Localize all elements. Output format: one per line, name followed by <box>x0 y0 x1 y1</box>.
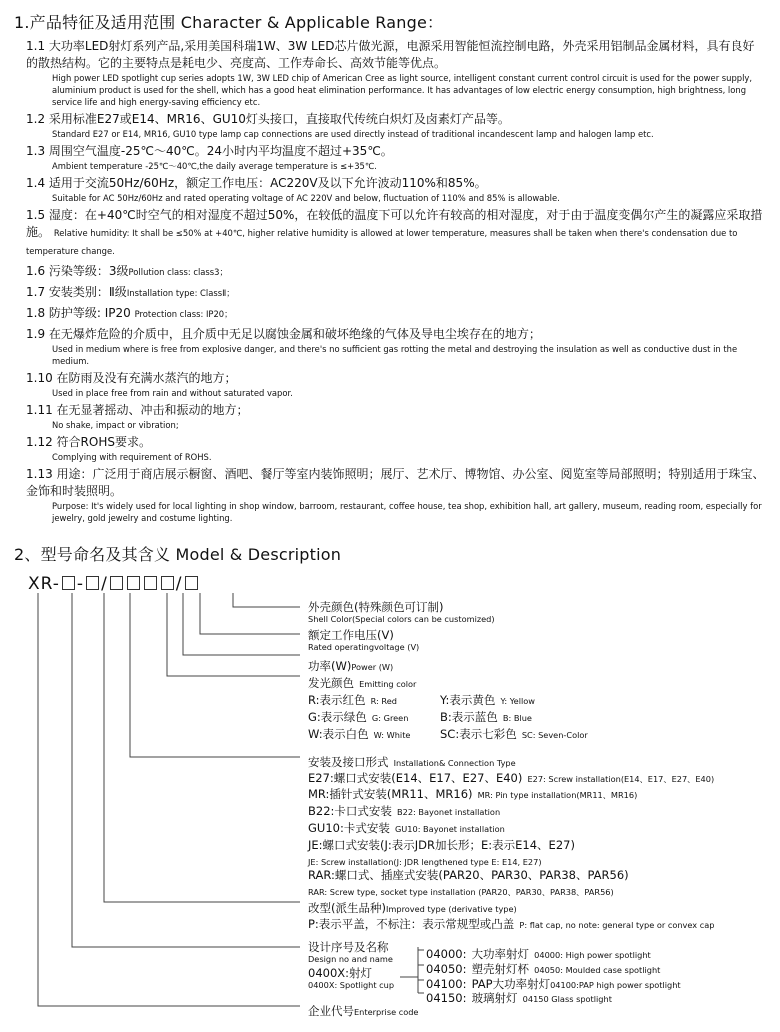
item-1-13-cn: 1.13 用途：广泛用于商店展示橱窗、酒吧、餐厅等室内装饰照明；展厅、艺术厅、博物馆、办公室、阅览室等局部照明；特别适用于珠宝、金饰和时装照明。 <box>26 467 765 498</box>
design-no-label: 设计序号及名称 Design no and name <box>308 940 393 964</box>
item-1-7-en: Installation type: ClassⅡ； <box>126 288 235 298</box>
item-1-10-cn: 1.10 在防雨及没有充满水蒸汽的地方； <box>26 371 237 385</box>
item-1-8-cn: 1.8 防护等级: IP20 <box>26 306 131 320</box>
install-je-en: JE: Screw installation(J: JDR lengthened type E: E14, E27) <box>308 857 542 867</box>
color-blue: B:表示蓝色 B: Blue <box>440 710 532 724</box>
item-1-5-en: Relative humidity: It shall be ≤50% at +40℃, higher relative humidity is allowed at lower temperature, measures shall be taken when there's condensation due to temperature change. <box>26 228 738 256</box>
item-1-3-cn: 1.3 周围空气温度-25℃～40℃。24小时内平均温度不超过+35℃。 <box>26 144 393 158</box>
item-1-6-en: Pollution class: class3； <box>128 267 228 277</box>
install-mr: MR:插针式安装(MR11、MR16) MR: Pin type installation(MR11、MR16) <box>308 787 638 801</box>
item-1-13-en: Purpose: It's widely used for local lighting in shop window, barroom, restaurant, coffee house, tea shop, exhibition hall, art gallery, museum, reading room, especially for jewelry, gold jewelry and costume lighting. <box>52 501 762 523</box>
section1-heading: 1.产品特征及适用范围 Character & Applicable Range： <box>14 13 444 32</box>
item-1-2-cn: 1.2 采用标准E27或E14、MR16、GU10灯头接口，直接取代传统白炽灯及卤素灯产品等。 <box>26 112 510 126</box>
item-1-10-en: Used in place free from rain and without saturated vapor. <box>52 388 293 398</box>
improved-type-label: 改型(派生品种)Improved type (derivative type) <box>308 901 517 915</box>
improved-type-desc: P:表示平盖，不标注：表示常规型或凸盖 P: flat cap, no note: general type or convex cap <box>308 917 715 931</box>
installation-label: 安装及接口形式 Installation& Connection Type <box>308 755 516 769</box>
install-e27: E27:螺口式安装(E14、E17、E27、E40) E27: Screw installation(E14、E17、E27、E40) <box>308 771 715 785</box>
item-1-4-en: Suitable for AC 50Hz/60Hz and rated operating voltage of AC 220V and below, fluctuation of 110% and 85% is allowable. <box>52 193 560 203</box>
model-code-prefix: XR <box>28 574 53 594</box>
emitting-color-label: 发光颜色 Emitting color <box>308 676 417 690</box>
item-1-7-cn: 1.7 安装类别：Ⅱ级 <box>26 285 127 299</box>
install-b22: B22:卡口式安装 B22: Bayonet installation <box>308 804 501 818</box>
color-yellow: Y:表示黄色 Y: Yellow <box>440 693 535 707</box>
item-1-8-en: Protection class: IP20； <box>134 309 233 319</box>
design-item: 04100: PAP大功率射灯04100:PAP high power spotlight <box>426 977 681 991</box>
design-item: 04050: 塑壳射灯杯 04050: Moulded case spotlight <box>426 962 661 976</box>
item-1-11-cn: 1.11 在无显著摇动、冲击和振动的地方； <box>26 403 249 417</box>
power-label: 功率(W)Power (W) <box>308 659 394 673</box>
install-rar-en: RAR: Screw type, socket type installation (PAR20、PAR30、PAR38、PAR56) <box>308 887 614 897</box>
model-code: XR- - / / <box>28 574 200 594</box>
voltage-label: 额定工作电压(V) Rated operatingvoltage (V) <box>308 628 420 652</box>
section2-heading: 2、型号命名及其含义 Model & Description <box>14 545 342 564</box>
color-white: W:表示白色 W: White <box>308 727 411 741</box>
color-seven: SC:表示七彩色 SC: Seven-Color <box>440 727 588 741</box>
item-1-9-cn: 1.9 在无爆炸危险的介质中，且介质中无足以腐蚀金属和破坏绝缘的气体及导电尘埃存在的地方； <box>26 327 541 341</box>
item-1-12-cn: 1.12 符合ROHS要求。 <box>26 435 151 449</box>
install-rar-cn: RAR:螺口式、插座式安装(PAR20、PAR30、PAR38、PAR56) <box>308 868 629 882</box>
enterprise-code-label: 企业代号Enterprise code <box>308 1004 419 1018</box>
item-1-4-cn: 1.4 适用于交流50Hz/60Hz，额定工作电压：AC220V及以下允许波动110%和85%。 <box>26 176 487 190</box>
color-red: R:表示红色 R: Red <box>308 693 397 707</box>
install-gu10: GU10:卡式安装 GU10: Bayonet installation <box>308 821 505 835</box>
item-1-1-en: High power LED spotlight cup series adopts 1W, 3W LED chip of American Cree as light source, intelligent constant current control circuit is used for the power supply, aluminium product is used for the shell, which has a good heat elimination performance. It has advantages of low electric energy consumption, high brightness, long service life and high energy-saving efficiency etc. <box>52 73 753 107</box>
design-item: 04000: 大功率射灯 04000: High power spotlight <box>426 947 651 961</box>
item-1-9-en: Used in medium where is free from explosive danger, and there's no sufficient gas rotting the metal and destroying the insulation as well as conductive dust in the medium. <box>52 344 738 366</box>
item-1-2-en: Standard E27 or E14, MR16, GU10 type lamp cap connections are used directly instead of traditional incandescent lamp and halogen lamp etc. <box>52 129 654 139</box>
item-1-3-en: Ambient temperature -25℃～40℃,the daily average temperature is ≤+35℃. <box>52 161 377 171</box>
item-1-1-cn: 1.1 大功率LED射灯系列产品,采用美国科瑞1W、3W LED芯片做光源，电源采用智能恒流控制电路，外壳采用铝制品金属材料，具有良好的散热结构。它的主要特点是耗电少、亮度高、工作寿命长、高效节能等优点。 <box>26 39 755 70</box>
spotlight-label: 0400X:射灯 0400X: Spotlight cup <box>308 966 395 990</box>
item-1-6-cn: 1.6 污染等级：3级 <box>26 264 129 278</box>
color-green: G:表示绿色 G: Green <box>308 710 409 724</box>
item-1-11-en: No shake, impact or vibration; <box>52 420 179 430</box>
item-1-12-en: Complying with requirement of ROHS. <box>52 452 212 462</box>
shell-color-label: 外壳颜色(特殊颜色可订制) Shell Color(Special colors can be customized) <box>308 600 495 624</box>
design-item: 04150: 玻璃射灯 04150 Glass spotlight <box>426 991 612 1005</box>
item-1-5-cn: 1.5 湿度：在+40℃时空气的相对湿度不超过50%，在较低的温度下可以允许有较高的相对湿度，对于由于温度变偶尔产生的凝露应采取措施。 <box>26 208 763 239</box>
install-je-cn: JE:螺口式安装(J:表示JDR加长形；E:表示E14、E27) <box>308 838 575 852</box>
